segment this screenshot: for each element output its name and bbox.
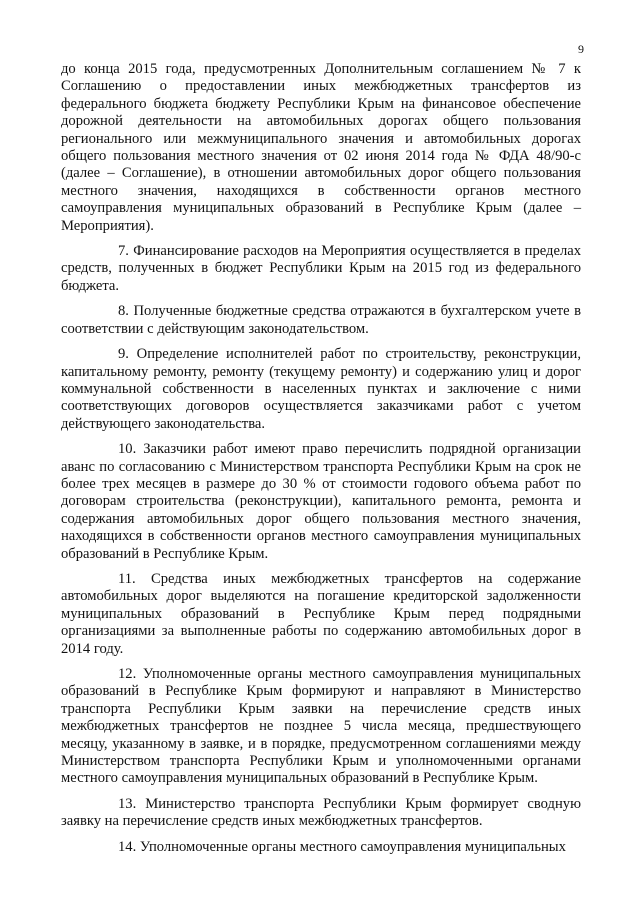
paragraph-item-12: 12. Уполномоченные органы местного самоуправления муниципальных образований в Республике Крым формируют и направляют в Министерство транспорта Республики Крым заявки на перечисление средств иных межбюджетных трансфертов не позднее 5 числа месяца, предшествующего месяцу, указанному в заявке, и в порядке, предусмотренном соглашениями между Министерством транспорта Республики Крым и уполномоченными органами местного самоуправления муниципальных образований в Республике Крым. xyxy=(61,666,581,787)
paragraph-item-11: 11. Средства иных межбюджетных трансфертов на содержание автомобильных дорог выделяются на погашение кредиторской задолженности муниципальных образований в Республике Крым перед подрядными организациями за выполненные работы по содержанию автомобильных дорог в 2014 году. xyxy=(61,570,581,657)
paragraph-item-14: 14. Уполномоченные органы местного самоуправления муниципальных xyxy=(118,838,566,855)
paragraph-continuation: до конца 2015 года, предусмотренных Дополнительным соглашением № 7 к Соглашению о предоставлении иных межбюджетных трансфертов из федерального бюджета бюджету Республики Крым на финансовое обеспечение дорожной деятельности на автомобильных дорогах общего пользования регионального или межмуниципального значения и автомобильных дорогах общего пользования местного значения от 02 июня 2014 года № ФДА 48/90-с (далее – Соглашение), в отношении автомобильных дорог общего пользования местного значения, находящихся в собственности органов местного самоуправления муниципальных образований в Республике Крым (далее – Мероприятия). xyxy=(61,61,581,234)
paragraph-item-10: 10. Заказчики работ имеют право перечислить подрядной организации аванс по согласованию с Министерством транспорта Республики Крым на срок не более трех месяцев в размере до 30 % от стоимости годового объема работ по договорам строительства (реконструкции), капитального ремонта, ремонта и содержания автомобильных дорог общего пользования местного значения, находящихся в собственности органов местного самоуправления муниципальных образований в Республике Крым. xyxy=(61,441,581,562)
page-number: 9 xyxy=(578,42,584,56)
paragraph-item-13: 13. Министерство транспорта Республики Крым формирует сводную заявку на перечисление средств иных межбюджетных трансфертов. xyxy=(61,795,581,830)
document-body xyxy=(61,61,581,856)
paragraph-item-7: 7. Финансирование расходов на Мероприятия осуществляется в пределах средств, полученных в бюджет Республики Крым на 2015 год из федерального бюджета. xyxy=(61,243,581,294)
paragraph-item-9: 9. Определение исполнителей работ по строительству, реконструкции, капитальному ремонту, ремонту (текущему ремонту) и содержанию улиц и дорог коммунальной собственности в населенных пунктах и заключение с ними соответствующих договоров осуществляется заказчиками работ с учетом действующего законодательства. xyxy=(61,346,581,432)
paragraph-item-8: 8. Полученные бюджетные средства отражаются в бухгалтерском учете в соответствии с действующим законодательством. xyxy=(61,303,581,337)
